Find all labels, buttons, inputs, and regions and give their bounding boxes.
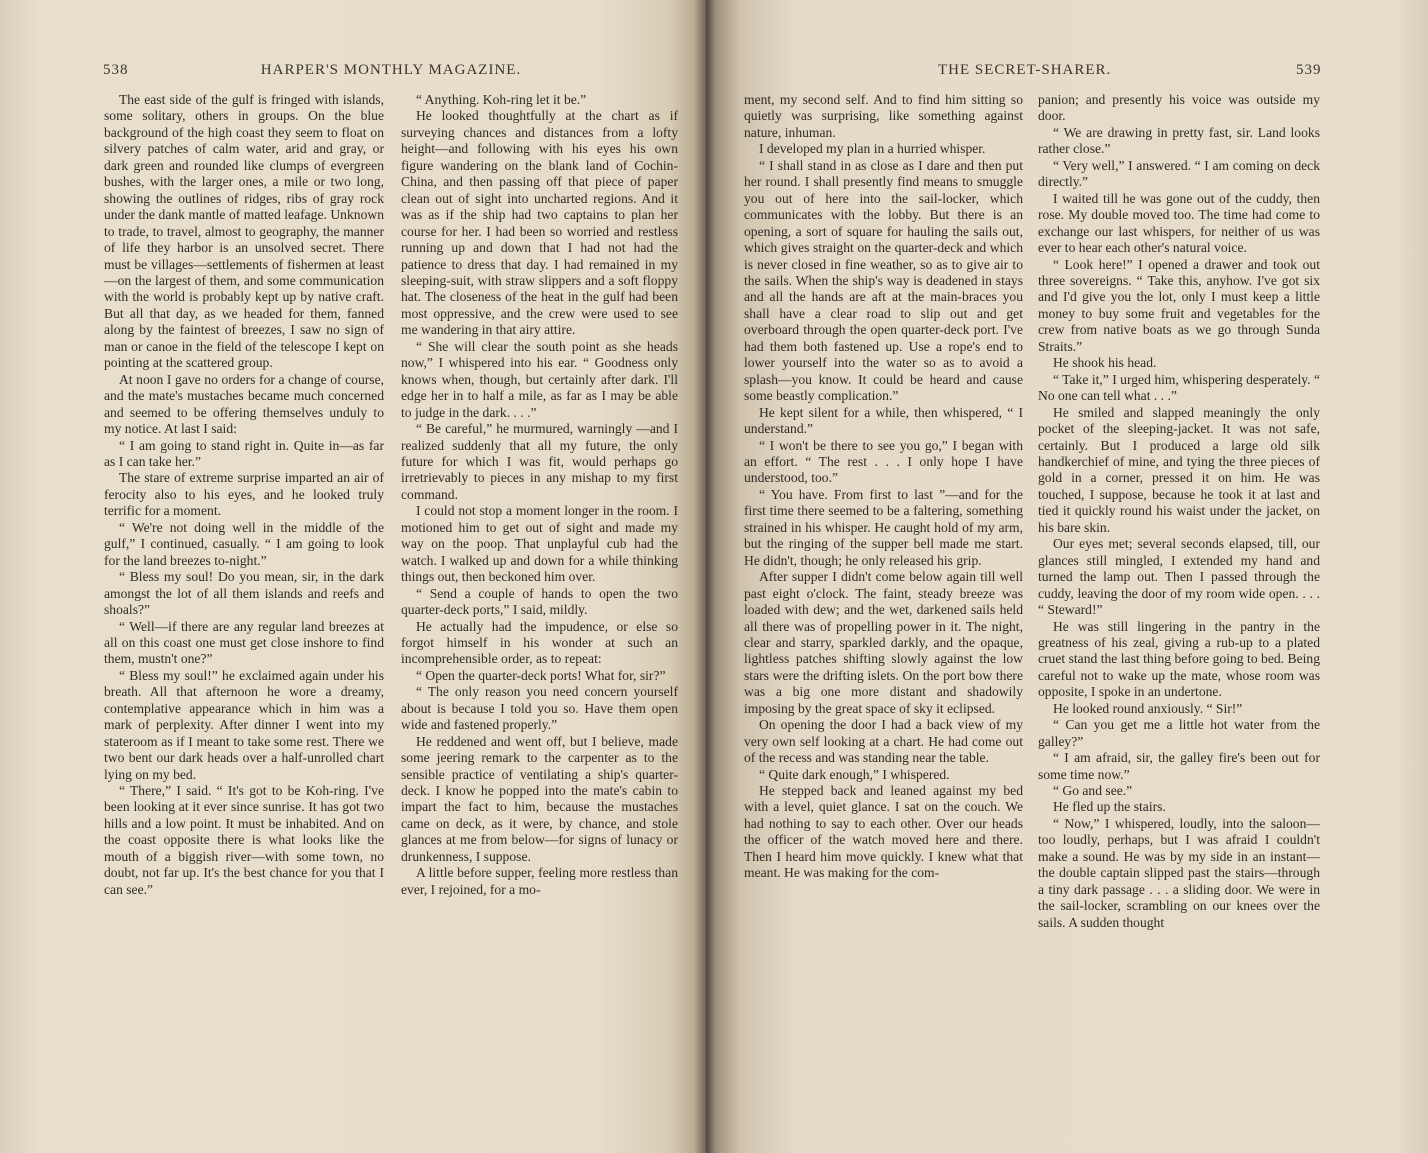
- paragraph: At noon I gave no orders for a change of course, and the mate's mustaches became much concerned and seemed to be offering themselves unduly to my notice. At last I said:: [104, 371, 384, 437]
- paragraph: “ Now,” I whispered, loudly, into the saloon—too loudly, perhaps, but I was afraid I couldn't make a sound. He was by my side in an instant—the double captain slipped past the stairs—through a tiny dark passage . . . a sliding door. We were in the sail-locker, scrambling on our knees over the sails. A sudden thought: [1038, 815, 1320, 930]
- paragraph: “ We're not doing well in the middle of the gulf,” I continued, casually. “ I am going to look for the land breezes to-night.”: [104, 519, 384, 568]
- paragraph: He looked thoughtfully at the chart as if surveying chances and distances from a lofty height—and following with his eyes his own figure wandering on the blank land of Cochin-China, and then passing off that piece of paper clean out of sight into uncharted regions. And it was as if the ship had two captains to plan her course for her. I had been so worried and restless running up and down that I had not had the patience to dress that day. I had remained in my sleeping-suit, with straw slippers and a soft floppy hat. The closeness of the heat in the gulf had been most oppressive, and the crew were used to see me wandering in that airy attire.: [401, 108, 678, 338]
- right-column-2: [1038, 92, 1320, 931]
- paragraph: “ Take it,” I urged him, whispering desperately. “ No one can tell what . . .”: [1038, 371, 1320, 404]
- right-column-1: [744, 92, 1023, 882]
- paragraph: He shook his head.: [1052, 355, 1157, 371]
- paragraph: “ Open the quarter-deck ports! What for, sir?”: [415, 667, 666, 683]
- paragraph: “ Can you get me a little hot water from the galley?”: [1038, 717, 1320, 749]
- paragraph: “ Be careful,” he murmured, warningly —and I realized suddenly that all my future, the only future for which I was fit, would perhaps go irretrievably to pieces in any mishap to my first command.: [401, 421, 678, 502]
- paragraph: He was still lingering in the pantry in the greatness of his zeal, giving a rub-up to a plated cruet stand the last thing before going to bed. Being careful not to wake up the mate, whose room was opposite, I spoke in an undertone.: [1038, 618, 1320, 700]
- paragraph: I developed my plan in a hurried whisper.: [758, 141, 986, 157]
- left-page: [0, 0, 706, 1153]
- paragraph: “ I am going to stand right in. Quite in—as far as I can take her.”: [104, 437, 384, 469]
- paragraph: “ Bless my soul!” he exclaimed again under his breath. All that afternoon he wore a dreamy, contemplative appearance which in him was a mark of perplexity. After dinner I went into my stateroom as if I meant to take some rest. There we two bent our dark heads over a half-unrolled chart lying on my bed.: [104, 667, 384, 782]
- paragraph: “ Bless my soul! Do you mean, sir, in the dark amongst the lot of all them islands and reefs and shoals?”: [104, 569, 384, 618]
- left-column-1: [104, 92, 384, 898]
- paragraph: “ There,” I said. “ It's got to be Koh-ring. I've been looking at it ever since sunrise. It has got two hills and a low point. It must be inhabited. And on the coast opposite there is what looks like the mouth of a biggish river—with some town, no doubt, not far up. It's the best chance for you that I can see.”: [104, 783, 384, 897]
- paragraph: “ I am afraid, sir, the galley fire's been out for some time now.”: [1038, 750, 1320, 782]
- right-page: [706, 0, 1428, 1153]
- paragraph: The east side of the gulf is fringed with islands, some solitary, others in groups. On the blue background of the high coast they seem to float on silvery patches of calm water, arid and gray, or dark green and rounded like clumps of evergreen bushes, with the larger ones, a mile or two long, showing the outlines of ridges, ribs of gray rock under the dank mantle of matted leafage. Unknown to trade, to travel, almost to geography, the manner of life they harbor is an unsolved secret. There must be villages—settlements of fishermen at least—on the largest of them, and some communication with the world is probably kept up by native craft. But all that day, as we headed for them, fanned along by the faintest of breezes, I saw no sign of man or canoe in the field of the telescope I kept on pointing at the scattered group.: [104, 92, 384, 371]
- paragraph: “ Go and see.”: [1052, 783, 1133, 799]
- paragraph: “ She will clear the south point as she heads now,” I whispered into his ear. “ Goodness only knows when, though, but certainly after dark. I'll edge her in to half a mile, as far as I may be able to judge in the dark. . . .”: [401, 338, 678, 420]
- running-head-left: [0, 62, 686, 79]
- paragraph: After supper I didn't come below again till well past eight o'clock. The faint, steady breeze was loaded with dew; and the wet, darkened sails held all there was of propelling power in it. The night, clear and starry, sparkled darkly, and the opaque, lightless patches shifting slowly against the low stars were the drifting islets. On the port bow there was a big one more distant and shadowily imposing by the great space of sky it eclipsed.: [744, 569, 1023, 716]
- paragraph: “ Look here!” I opened a drawer and took out three sovereigns. “ Take this, anyhow. I've got six and I'd give you the lot, only I must keep a little money to buy some fruit and vegetables for the crew from native boats as we go through Sunda Straits.”: [1038, 256, 1320, 354]
- paragraph: He reddened and went off, but I believe, made some jeering remark to the carpenter as to the sensible practice of ventilating a ship's quarter-deck. I know he popped into the mate's cabin to impart the fact to him, because the mustaches came on deck, as it were, by chance, and stole glances at me from below—for signs of lunacy or drunkenness, I suppose.: [401, 733, 678, 864]
- left-column-2: [401, 92, 678, 898]
- paragraph: “ I shall stand in as close as I dare and then put her round. I shall presently find means to smuggle you out of here into the sail-locker, which communicates with the lobby. But there is an opening, a sort of square for hauling the sails out, which gives straight on the quarter-deck and which is never closed in fine weather, so as to give air to the sails. When the ship's way is deadened in stays and all the hands are aft at the main-braces you shall have a clear road to slip out and get overboard through the open quarter-deck port. I've had them both fastened up. Use a rope's end to lower yourself into the water so as to avoid a splash—you know. It could be heard and cause some beastly complication.”: [744, 157, 1023, 404]
- page-number-left: 538: [103, 62, 129, 78]
- paragraph: The stare of extreme surprise imparted an air of ferocity also to his eyes, and he looked truly terrific for a moment.: [104, 470, 384, 519]
- paragraph: On opening the door I had a back view of my very own self looking at a chart. He had come out of the recess and was standing near the table.: [744, 717, 1023, 766]
- paragraph: “ I won't be there to see you go,” I began with an effort. “ The rest . . . I only hope I have understood, too.”: [744, 437, 1023, 486]
- paragraph: “ Send a couple of hands to open the two quarter-deck ports,” I said, mildly.: [401, 585, 678, 618]
- paragraph: “ You have. From first to last ”—and for the first time there seemed to be a faltering, something strained in his whisper. He caught hold of my arm, but the ringing of the supper bell made me start. He didn't, though; he only released his grip.: [744, 486, 1023, 568]
- paragraph: “ The only reason you need concern yourself about is because I told you so. Have them open wide and fastened properly.”: [401, 684, 678, 733]
- paragraph: He looked round anxiously. “ Sir!”: [1052, 700, 1243, 716]
- paragraph: He kept silent for a while, then whispered, “ I understand.”: [744, 404, 1023, 437]
- paragraph: He smiled and slapped meaningly the only pocket of the sleeping-jacket. It was not safe, certainly. But I produced a large old silk handkerchief of mine, and tying the three pieces of gold in a corner, pressed it on him. He was touched, I suppose, because he took it at last and tied it quickly round his waist under the jacket, on his bare skin.: [1038, 404, 1320, 535]
- paragraph: He fled up the stairs.: [1052, 799, 1166, 815]
- paragraph: “ Very well,” I answered. “ I am coming on deck directly.”: [1038, 157, 1320, 190]
- paragraph: Our eyes met; several seconds elapsed, till, our glances still mingled, I extended my hand and turned the lamp out. Then I passed through the cuddy, leaving the door of my room wide open. . . . “ Steward!”: [1038, 536, 1320, 618]
- paragraph: “ Anything. Koh-ring let it be.”: [415, 92, 587, 107]
- paragraph: “ Quite dark enough,” I whispered.: [758, 766, 950, 782]
- paragraph: He actually had the impudence, or else so forgot himself in his wonder at such an incomprehensible order, as to repeat:: [401, 618, 678, 667]
- paragraph: ment, my second self. And to find him sitting so quietly was surprising, like something against nature, inhuman.: [744, 92, 1023, 140]
- running-head-right: THE SECRET-SHARER.: [938, 62, 1112, 78]
- paragraph: A little before supper, feeling more restless than ever, I rejoined, for a mo-: [401, 865, 678, 897]
- paragraph: I could not stop a moment longer in the room. I motioned him to get out of sight and made my way on the poop. That unplayful cub had the watch. I walked up and down for a while thinking things out, then beckoned him over.: [401, 503, 678, 585]
- page-number-right: 539: [1296, 62, 1322, 78]
- running-head-left-text: HARPER'S MONTHLY MAGAZINE.: [260, 62, 522, 78]
- paragraph: He stepped back and leaned against my bed with a level, quiet glance. I sat on the couch. We had nothing to say to each other. Over our heads the officer of the watch moved here and there. Then I heard him move quickly. I knew what that meant. He was making for the com-: [744, 783, 1023, 881]
- paragraph: I waited till he was gone out of the cuddy, then rose. My double moved too. The time had come to exchange our last whispers, for neither of us was ever to hear each other's natural voice.: [1038, 190, 1320, 256]
- paragraph: “ We are drawing in pretty fast, sir. Land looks rather close.”: [1038, 124, 1320, 157]
- paragraph: panion; and presently his voice was outside my door.: [1038, 92, 1320, 124]
- paragraph: “ Well—if there are any regular land breezes at all on this coast one must get close inshore to find them, mustn't one?”: [104, 618, 384, 667]
